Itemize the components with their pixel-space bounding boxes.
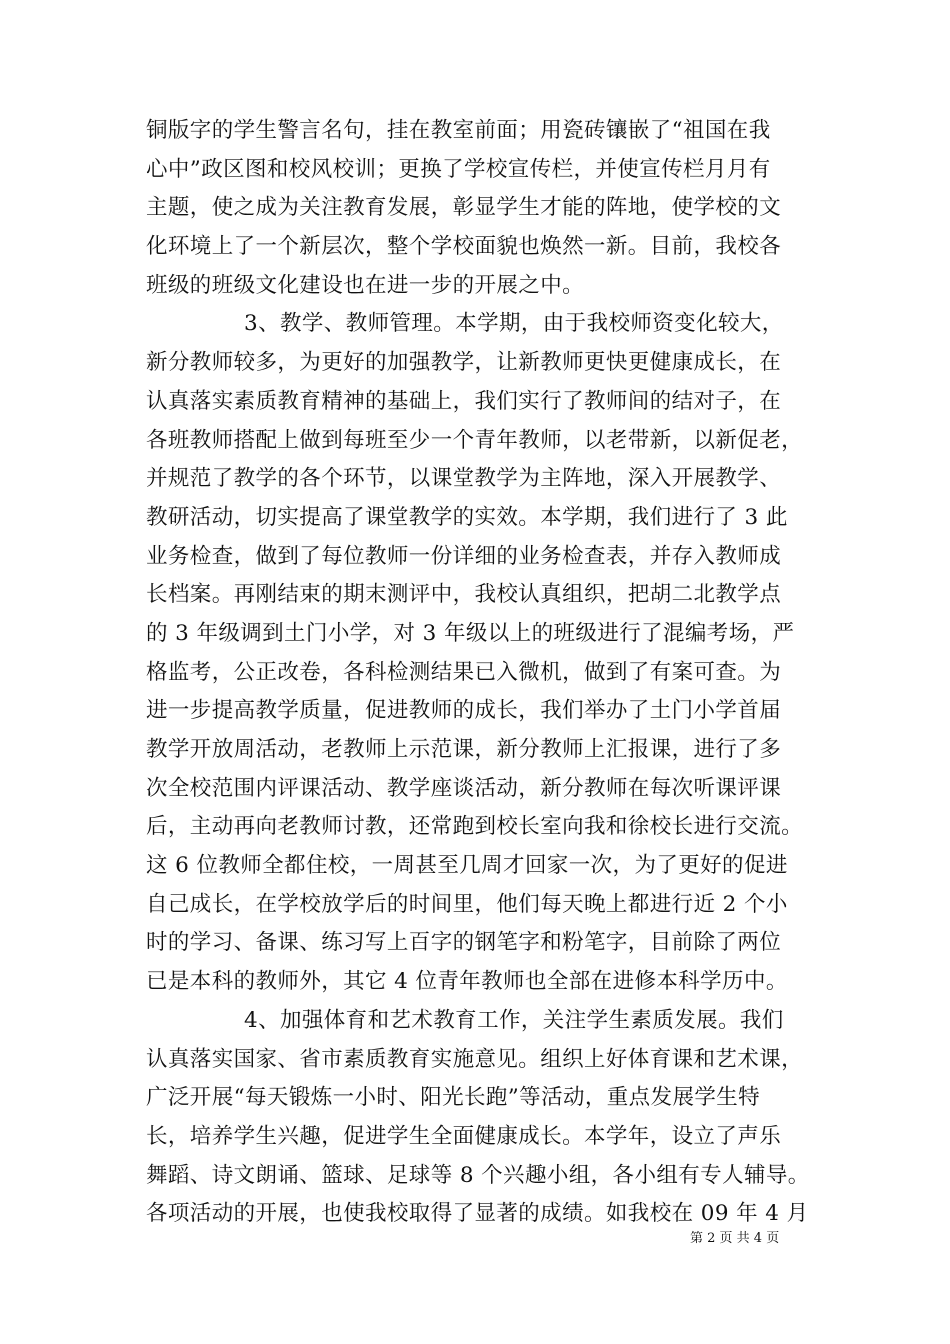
text-line: 新分教师较多，为更好的加强教学，让新教师更快更健康成长，在 bbox=[146, 350, 782, 376]
text-line: 后，主动再向老教师讨教，还常跑到校长室向我和徐校长进行交流。 bbox=[146, 814, 804, 840]
text-line: 心中”政区图和校风校训；更换了学校宣传栏，并使宣传栏月月有 bbox=[146, 156, 771, 182]
text-line: 的 3 年级调到土门小学，对 3 年级以上的班级进行了混编考场，严 bbox=[146, 620, 795, 646]
text-line: 进一步提高教学质量，促进教师的成长，我们举办了土门小学首届 bbox=[146, 698, 782, 724]
text-line: 认真落实国家、省市素质教育实施意见。组织上好体育课和艺术课， bbox=[146, 1046, 804, 1072]
text-line: 并规范了教学的各个环节，以课堂教学为主阵地，深入开展教学、 bbox=[146, 466, 782, 492]
text-line: 主题，使之成为关注教育发展，彰显学生才能的阵地，使学校的文 bbox=[146, 195, 782, 221]
text-line: 时的学习、备课、练习写上百字的钢笔字和粉笔字，目前除了两位 bbox=[146, 930, 782, 956]
text-line: 教学开放周活动，老教师上示范课，新分教师上汇报课，进行了多 bbox=[146, 737, 782, 762]
paragraph-start-line: 3、教学、教师管理。本学期，由于我校师资变化较大， bbox=[244, 311, 784, 337]
body-text bbox=[146, 112, 812, 1234]
text-line: 业务检查，做到了每位教师一份详细的业务检查表，并存入教师成 bbox=[146, 543, 782, 569]
page-number-footer: 第 2 页 共 4 页 bbox=[690, 1231, 780, 1246]
text-line: 格监考，公正改卷，各科检测结果已入微机，做到了有案可查。为 bbox=[146, 659, 782, 685]
text-line: 长，培养学生兴趣，促进学生全面健康成长。本学年，设立了声乐 bbox=[146, 1123, 782, 1149]
text-line: 教研活动，切实提高了课堂教学的实效。本学期，我们进行了 3 此 bbox=[146, 504, 788, 530]
text-line: 这 6 位教师全都住校，一周甚至几周才回家一次，为了更好的促进 bbox=[146, 853, 788, 879]
text-line: 铜版字的学生警言名句，挂在教室前面；用瓷砖镶嵌了“祖国在我 bbox=[146, 118, 771, 143]
text-line: 长档案。再刚结束的期末测评中，我校认真组织，把胡二北教学点 bbox=[146, 582, 782, 608]
text-line: 已是本科的教师外，其它 4 位青年教师也全部在进修本科学历中。 bbox=[146, 969, 788, 995]
text-line: 各班教师搭配上做到每班至少一个青年教师，以老带新，以新促老， bbox=[146, 427, 804, 453]
text-line: 自己成长，在学校放学后的时间里，他们每天晚上都进行近 2 个小 bbox=[146, 891, 788, 917]
paragraph-start-line: 4、加强体育和艺术教育工作，关注学生素质发展。我们 bbox=[244, 1007, 784, 1033]
text-line: 班级的班级文化建设也在进一步的开展之中。 bbox=[146, 272, 585, 298]
text-line: 化环境上了一个新层次，整个学校面貌也焕然一新。目前，我校各 bbox=[146, 234, 782, 260]
text-line: 认真落实素质教育精神的基础上，我们实行了教师间的结对子，在 bbox=[146, 388, 782, 414]
text-line: 次全校范围内评课活动、教学座谈活动，新分教师在每次听课评课 bbox=[146, 775, 782, 801]
text-line: 各项活动的开展，也使我校取得了显著的成绩。如我校在 09 年 4 月 bbox=[146, 1201, 809, 1227]
text-line: 广泛开展“每天锻炼一小时、阳光长跑”等活动，重点发展学生特 bbox=[146, 1085, 761, 1111]
text-line: 舞蹈、诗文朗诵、篮球、足球等 8 个兴趣小组，各小组有专人辅导。 bbox=[146, 1162, 810, 1188]
